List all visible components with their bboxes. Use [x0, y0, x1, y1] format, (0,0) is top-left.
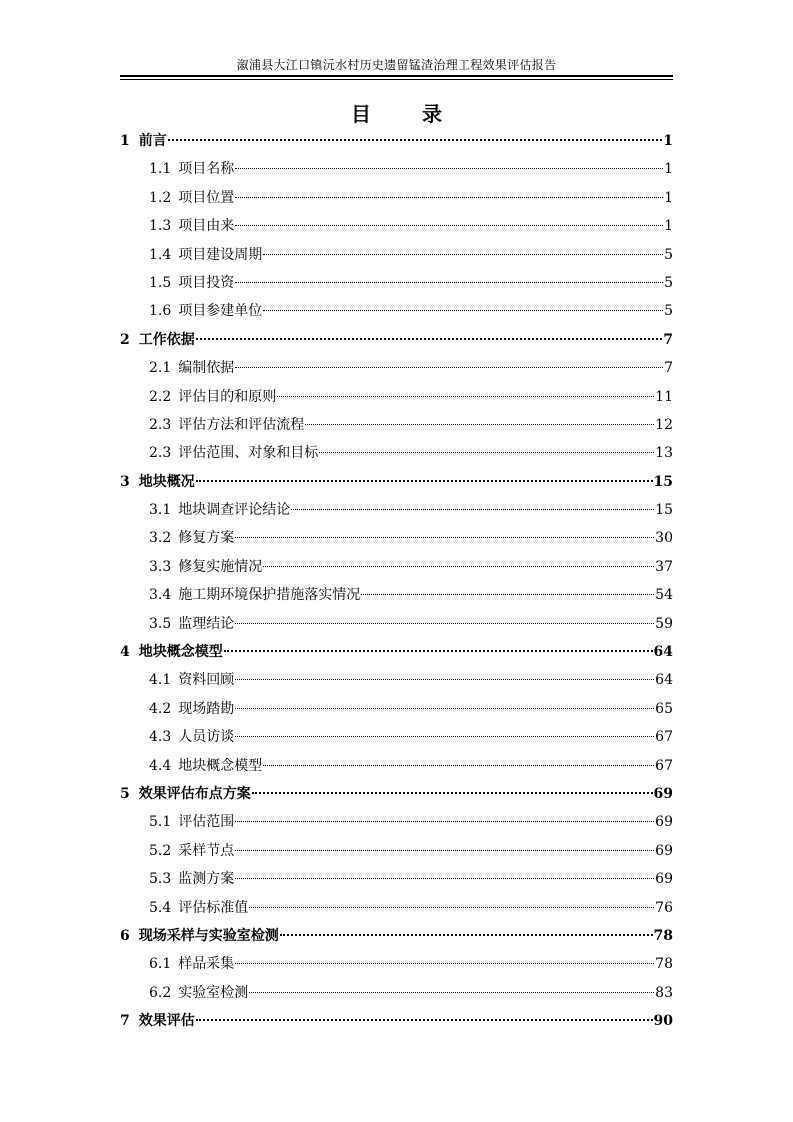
toc-entry-title: 地块概念模型 — [178, 757, 263, 774]
toc-entry-title: 资料回顾 — [178, 672, 235, 689]
toc-entry-page-number: 65 — [655, 700, 673, 717]
toc-entry-number: 1.3 — [149, 218, 172, 235]
toc-entry-title: 实验室检测 — [178, 984, 249, 1001]
toc-dot-leader — [263, 254, 663, 255]
toc-entry-title: 评估目的和原则 — [178, 388, 277, 405]
toc-section-entry[interactable] — [120, 241, 673, 269]
toc-section-entry[interactable] — [120, 752, 673, 780]
toc-entry-number: 1.1 — [149, 161, 172, 178]
toc-section-entry[interactable] — [120, 155, 673, 183]
toc-entry-title: 项目投资 — [178, 274, 235, 291]
toc-entry-number: 2.3 — [149, 445, 172, 462]
toc-dot-leader — [235, 679, 654, 680]
header-rule-thin — [120, 79, 673, 80]
toc-entry-number: 4 — [120, 644, 130, 661]
toc-entry-number: 3.4 — [149, 587, 172, 604]
toc-entry-title: 现场采样与实验室检测 — [138, 927, 279, 944]
toc-dot-leader — [263, 566, 654, 567]
toc-entry-number: 4.4 — [149, 757, 172, 774]
toc-section-entry[interactable] — [120, 837, 673, 865]
toc-entry-title: 人员访谈 — [178, 729, 235, 746]
toc-section-entry[interactable] — [120, 979, 673, 1007]
toc-entry-page-number: 12 — [655, 416, 673, 433]
toc-entry-page-number: 67 — [655, 729, 673, 746]
toc-entry-title: 修复实施情况 — [178, 558, 263, 575]
toc-entry-page-number: 69 — [655, 814, 673, 831]
toc-section-entry[interactable] — [120, 950, 673, 978]
toc-dot-leader — [224, 650, 653, 652]
toc-entry-page-number: 1 — [663, 133, 673, 149]
toc-entry-title: 项目位置 — [178, 189, 235, 206]
toc-entry-number: 2.1 — [149, 360, 172, 377]
toc-dot-leader — [361, 594, 654, 595]
header-rule-thick — [120, 75, 673, 77]
toc-dot-leader — [196, 1019, 653, 1021]
toc-entry-title: 地块调查评论结论 — [178, 502, 291, 519]
toc-dot-leader — [235, 850, 654, 851]
toc-dot-leader — [235, 168, 663, 169]
toc-entry-page-number: 11 — [655, 388, 673, 405]
toc-entry-page-number: 30 — [655, 530, 673, 547]
toc-dot-leader — [249, 907, 654, 908]
toc-entry-page-number: 1 — [664, 189, 673, 206]
toc-entry-page-number: 83 — [655, 984, 673, 1001]
toc-entry-title: 项目由来 — [178, 218, 235, 235]
toc-dot-leader — [235, 821, 654, 822]
toc-entry-page-number: 90 — [653, 1013, 673, 1030]
toc-dot-leader — [235, 708, 654, 709]
toc-dot-leader — [319, 452, 654, 453]
toc-dot-leader — [168, 139, 663, 141]
toc-entry-page-number: 1 — [664, 161, 673, 178]
toc-entry-page-number: 15 — [653, 473, 673, 490]
toc-entry-page-number: 69 — [655, 871, 673, 888]
toc-entry-title: 工作依据 — [138, 331, 195, 348]
toc-dot-leader — [252, 792, 653, 794]
toc-entry-page-number: 5 — [664, 274, 673, 291]
toc-entry-number: 1.2 — [149, 189, 172, 206]
toc-entry-page-number: 13 — [655, 445, 673, 462]
toc-entry-number: 3.2 — [149, 530, 172, 547]
toc-entry-title: 前言 — [138, 133, 167, 149]
toc-entry-page-number: 64 — [655, 672, 673, 689]
toc-entry-title: 监测方案 — [178, 871, 235, 888]
toc-chapter-entry[interactable] — [120, 638, 673, 666]
toc-dot-leader — [196, 338, 663, 340]
toc-entry-title: 评估方法和评估流程 — [178, 416, 305, 433]
toc-entry-page-number: 78 — [653, 927, 673, 944]
toc-section-entry[interactable] — [120, 581, 673, 609]
toc-entry-number: 5 — [120, 785, 130, 802]
toc-chapter-entry[interactable] — [120, 326, 673, 354]
toc-entry-number: 1.6 — [149, 303, 172, 320]
toc-entry-title: 编制依据 — [178, 360, 235, 377]
toc-section-entry[interactable] — [120, 354, 673, 382]
toc-entry-page-number: 7 — [663, 331, 673, 348]
toc-title: 目 录 — [351, 102, 464, 126]
toc-entry-page-number: 69 — [653, 785, 673, 802]
toc-entry-title: 采样节点 — [178, 842, 235, 859]
toc-entry-title: 监理结论 — [178, 615, 235, 632]
toc-entry-page-number: 5 — [664, 246, 673, 263]
toc-entry-page-number: 1 — [664, 218, 673, 235]
toc-chapter-entry[interactable] — [120, 922, 673, 950]
toc-entry-number: 6.2 — [149, 984, 172, 1001]
toc-entry-title: 评估范围 — [178, 814, 235, 831]
toc-entry-page-number: 37 — [655, 558, 673, 575]
toc-section-entry[interactable] — [120, 610, 673, 638]
toc-entry-number: 5.3 — [149, 871, 172, 888]
toc-section-entry[interactable] — [120, 553, 673, 581]
toc-entry-number: 1.5 — [149, 274, 172, 291]
toc-section-entry[interactable] — [120, 383, 673, 411]
toc-entry-number: 5.2 — [149, 842, 172, 859]
toc-entry-number: 2.3 — [149, 416, 172, 433]
toc-section-entry[interactable] — [120, 212, 673, 240]
toc-dot-leader — [235, 878, 654, 879]
toc-chapter-entry[interactable] — [120, 468, 673, 496]
toc-section-entry[interactable] — [120, 808, 673, 836]
toc-entry-page-number: 7 — [664, 360, 673, 377]
toc-entry-title: 样品采集 — [178, 956, 235, 973]
toc-section-entry[interactable] — [120, 723, 673, 751]
toc-dot-leader — [196, 480, 653, 482]
toc-dot-leader — [235, 225, 663, 226]
running-header-title: 溆浦县大江口镇沅水村历史遗留锰渣治理工程效果评估报告 — [236, 58, 557, 72]
toc-chapter-entry[interactable] — [120, 127, 673, 155]
toc-dot-leader — [235, 367, 663, 368]
toc-chapter-entry[interactable] — [120, 780, 673, 808]
toc-entry-number: 3.5 — [149, 615, 172, 632]
toc-dot-leader — [249, 992, 654, 993]
toc-entry-number: 3.3 — [149, 558, 172, 575]
toc-entry-title: 项目建设周期 — [178, 246, 263, 263]
toc-entry-page-number: 76 — [655, 899, 673, 916]
toc-entry-page-number: 69 — [655, 842, 673, 859]
toc-entry-number: 5.1 — [149, 814, 172, 831]
toc-entry-number: 3 — [120, 473, 130, 490]
toc-entry-page-number: 64 — [653, 644, 673, 661]
toc-entry-number: 1 — [120, 133, 130, 149]
toc-entry-title: 施工期环境保护措施落实情况 — [178, 587, 361, 604]
toc-section-entry[interactable] — [120, 524, 673, 552]
toc-entry-title: 效果评估布点方案 — [138, 785, 251, 802]
toc-entry-page-number: 5 — [664, 303, 673, 320]
toc-section-entry[interactable] — [120, 411, 673, 439]
toc-entry-number: 4.3 — [149, 729, 172, 746]
toc-dot-leader — [235, 197, 663, 198]
toc-entry-number: 6.1 — [149, 956, 172, 973]
toc-dot-leader — [277, 396, 654, 397]
toc-section-entry[interactable] — [120, 695, 673, 723]
toc-dot-leader — [291, 509, 654, 510]
toc-entry-page-number: 15 — [655, 502, 673, 519]
toc-entry-title: 效果评估 — [138, 1013, 195, 1030]
toc-entry-page-number: 78 — [655, 956, 673, 973]
toc-dot-leader — [263, 765, 654, 766]
toc-entry-title: 项目参建单位 — [178, 303, 263, 320]
toc-entry-number: 2 — [120, 331, 130, 348]
toc-entry-number: 6 — [120, 927, 130, 944]
toc-chapter-entry[interactable] — [120, 1007, 673, 1035]
toc-section-entry[interactable] — [120, 666, 673, 694]
toc-entry-number: 4.2 — [149, 700, 172, 717]
toc-entry-page-number: 67 — [655, 757, 673, 774]
toc-entry-title: 地块概况 — [138, 473, 195, 490]
toc-section-entry[interactable] — [120, 496, 673, 524]
toc-entry-page-number: 54 — [655, 587, 673, 604]
toc-entry-title: 现场踏勘 — [178, 700, 235, 717]
toc-entry-number: 1.4 — [149, 246, 172, 263]
toc-section-entry[interactable] — [120, 439, 673, 467]
toc-dot-leader — [235, 623, 654, 624]
toc-dot-leader — [235, 736, 654, 737]
toc-entry-number: 2.2 — [149, 388, 172, 405]
toc-section-entry[interactable] — [120, 894, 673, 922]
toc-dot-leader — [235, 537, 654, 538]
toc-section-entry[interactable] — [120, 184, 673, 212]
toc-dot-leader — [263, 310, 663, 311]
toc-entry-title: 评估范围、对象和目标 — [178, 445, 319, 462]
toc-section-entry[interactable] — [120, 269, 673, 297]
toc-section-entry[interactable] — [120, 865, 673, 893]
toc-entry-number: 5.4 — [149, 899, 172, 916]
toc-dot-leader — [235, 963, 654, 964]
toc-entry-number: 4.1 — [149, 672, 172, 689]
toc-section-entry[interactable] — [120, 297, 673, 325]
toc-dot-leader — [235, 282, 663, 283]
toc-entry-number: 3.1 — [149, 502, 172, 519]
toc-entry-page-number: 59 — [655, 615, 673, 632]
toc-entry-title: 评估标准值 — [178, 899, 249, 916]
toc-dot-leader — [280, 934, 653, 936]
toc-list — [120, 127, 673, 1036]
toc-entry-number: 7 — [120, 1013, 130, 1030]
toc-entry-title: 修复方案 — [178, 530, 235, 547]
toc-entry-title: 项目名称 — [178, 161, 235, 178]
toc-entry-title: 地块概念模型 — [138, 644, 223, 661]
toc-dot-leader — [305, 424, 654, 425]
